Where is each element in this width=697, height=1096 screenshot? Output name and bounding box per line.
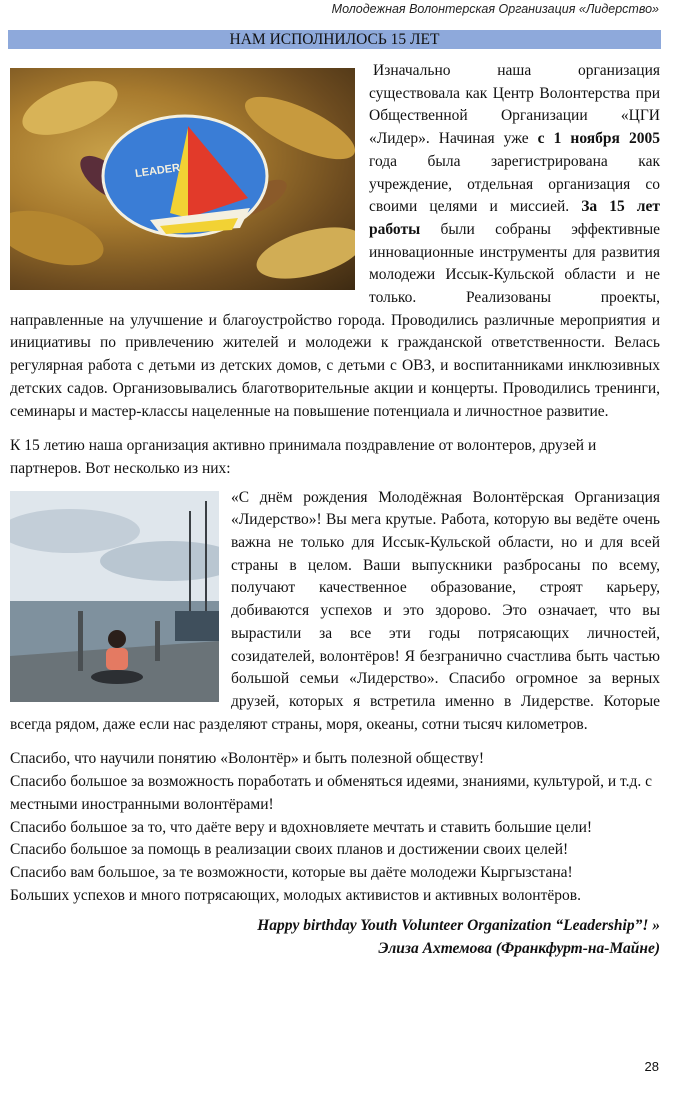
thanks-line: Больших успехов и много потрясающих, молодых активистов и активных волонтёров.	[10, 886, 581, 904]
thanks-list	[10, 748, 660, 907]
intro-years: За 15 лет работы	[369, 198, 661, 238]
thanks-line: Спасибо большое за то, что даёте веру и вдохновляете мечтать и ставить большие цели!	[10, 818, 593, 836]
volunteer-photo	[10, 491, 219, 702]
intro-text-3: были собраны эффективные инновационные инструменты для развития молодежи Иссык-Кульской области и не только. Реализованы проекты, направленные на улучшение и благоустройство города. Проводились различные мероприятия и инициативы по привлечению жителей и молодежи к гражданской ответственности. Велась регулярная работа с детьми из детских домов, с детьми с ОВЗ, и воспитанниками инклюзивных детских садов. Организовывались благотворительные акции и концерты. Проводились тренинги, семинары и мастер-классы нацеленные на повышение потенциала и личностное развитие.	[10, 220, 660, 420]
thanks-line: Спасибо большое за помощь в реализации своих планов и достижении своих целей!	[10, 841, 569, 859]
intro-text-1: Изначально наша организация существовала как Центр Волонтерства при Общественной Организации «ЦГИ «Лидер». Начиная уже	[369, 62, 660, 148]
signature-line-1: Happy birthday Youth Volunteer Organization “Leadership”! »	[257, 917, 660, 935]
page-number: 28	[644, 1059, 659, 1074]
article-body	[10, 60, 660, 961]
section-title: НАМ ИСПОЛНИЛОСЬ 15 ЛЕТ	[8, 30, 661, 49]
thanks-line: Спасибо большое за возможность поработать и обменяться идеями, знаниями, культурой, и т.д. с местными иностранными волонтёрами!	[10, 773, 653, 813]
intro-date: с 1 ноября 2005	[537, 130, 660, 148]
congrats-intro: К 15 летию наша организация активно принимала поздравление от волонтеров, друзей и партнеров. Вот несколько из них:	[10, 437, 597, 477]
pier-photo-illustration	[10, 491, 219, 702]
signature-line-2: Элиза Ахтемова (Франкфурт-на-Майне)	[378, 940, 660, 958]
painted-stone-photo	[10, 68, 355, 290]
running-header: Молодежная Волонтерская Организация «Лидерство»	[331, 2, 659, 16]
intro-text-2: года была зарегистрирована как учреждение, отдельная организация со своими целями и миссией.	[369, 152, 660, 216]
painted-stone-illustration	[10, 68, 355, 290]
quote-paragraph: «С днём рождения Молодёжная Волонтёрская Организация «Лидерство»! Вы мега крутые. Работа, которую вы ведёте очень важна не только для Иссык-Кульской области, но и для всей страны в целом. Ваши выпускники разбросаны по всему, получают качественное образование, строят карьеру, добиваются успехов и это здорово. Это означает, что вы вырастили за все эти годы потрясающих личностей, созидателей, волонтёров! Я безгранично счастлива быть частью большой семьи «Лидерство». Спасибо огромное за верных друзей, которых я встретила именно в Лидерстве. Которые всегда рядом, даже если нас разделяют страны, моря, океаны, сотни тысяч километров.	[10, 488, 660, 733]
thanks-line: Спасибо вам большое, за те возможности, которые вы даёте молодежи Кыргызстана!	[10, 863, 573, 881]
thanks-line: Спасибо, что научили понятию «Волонтёр» и быть полезной обществу!	[10, 750, 484, 768]
stone-label: LEADER	[134, 161, 181, 181]
